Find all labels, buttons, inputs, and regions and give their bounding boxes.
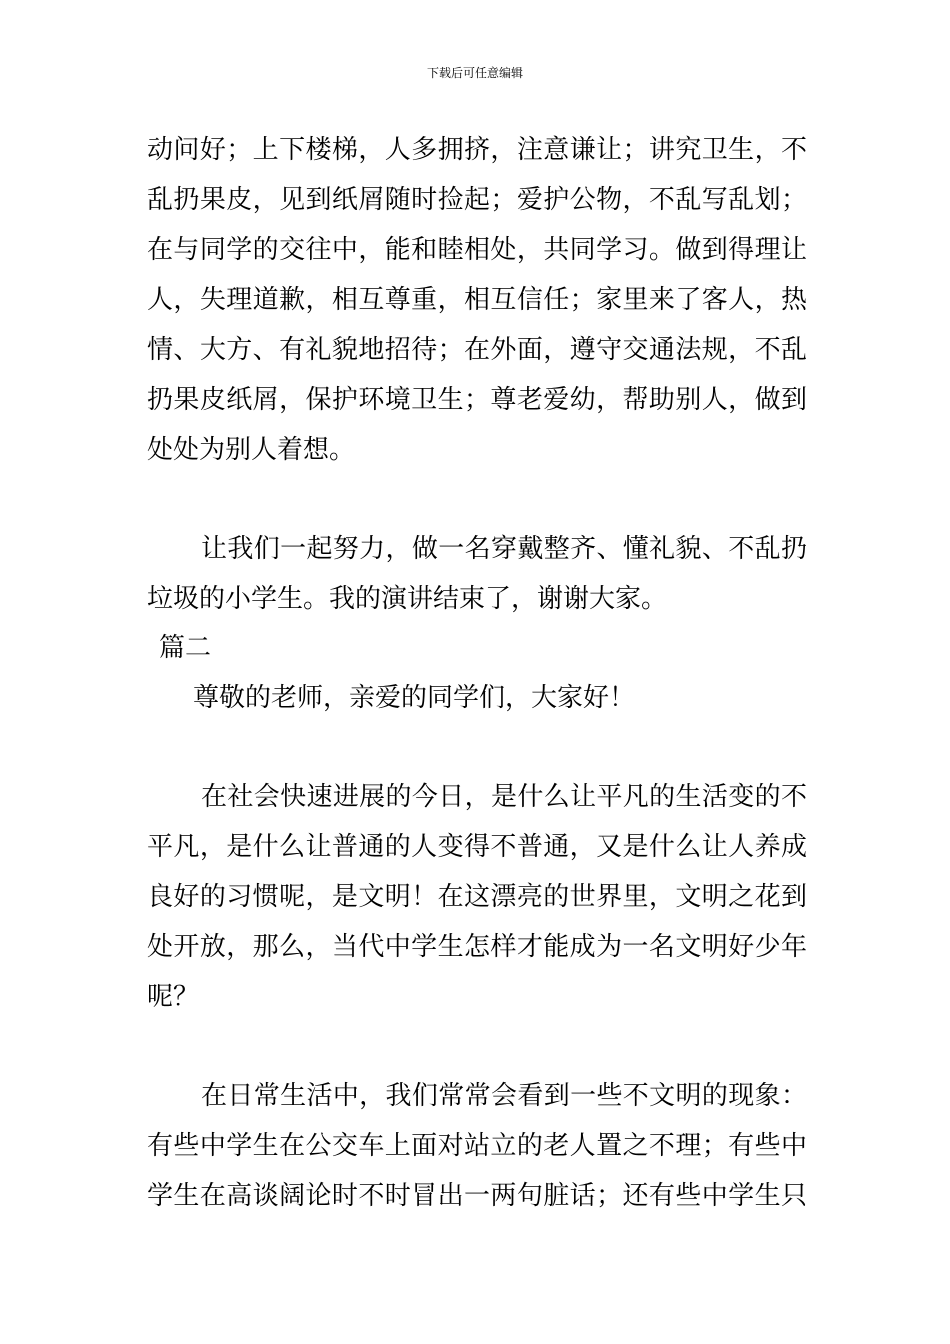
text-line: 学生在高谈阔论时不时冒出一两句脏话；还有些中学生只: [147, 1181, 807, 1211]
text-line: 平凡，是什么让普通的人变得不普通，又是什么让人养成: [147, 832, 807, 862]
text-line: 呢？: [147, 982, 200, 1012]
text-line: 在日常生活中，我们常常会看到一些不文明的现象：: [201, 1081, 807, 1111]
text-line: 扔果皮纸屑，保护环境卫生；尊老爱幼，帮助别人，做到: [147, 385, 807, 415]
text-line: 动问好；上下楼梯，人多拥挤，注意谦让；讲究卫生，不: [147, 135, 807, 165]
page-header: 下载后可任意编辑: [426, 66, 523, 80]
text-line: 在社会快速进展的今日，是什么让平凡的生活变的不: [201, 782, 807, 812]
section-title: 篇二: [159, 633, 212, 663]
greeting: 尊敬的老师，亲爱的同学们，大家好！: [193, 683, 636, 713]
text-line: 人，失理道歉，相互尊重，相互信任；家里来了客人，热: [147, 285, 807, 315]
text-line: 良好的习惯呢，是文明！在这漂亮的世界里，文明之花到: [147, 882, 807, 912]
text-line: 让我们一起努力，做一名穿戴整齐、懂礼貌、不乱扔: [201, 534, 807, 564]
text-line: 处开放，那么，当代中学生怎样才能成为一名文明好少年: [147, 932, 807, 962]
text-line: 有些中学生在公交车上面对站立的老人置之不理；有些中: [147, 1131, 807, 1161]
text-line: 乱扔果皮，见到纸屑随时捡起；爱护公物，不乱写乱划；: [147, 185, 807, 215]
text-line: 处处为别人着想。: [147, 435, 356, 465]
text-line: 垃圾的小学生。我的演讲结束了，谢谢大家。: [147, 584, 668, 614]
text-line: 情、大方、有礼貌地招待；在外面，遵守交通法规，不乱: [147, 335, 807, 365]
text-line: 在与同学的交往中，能和睦相处，共同学习。做到得理让: [147, 235, 807, 265]
